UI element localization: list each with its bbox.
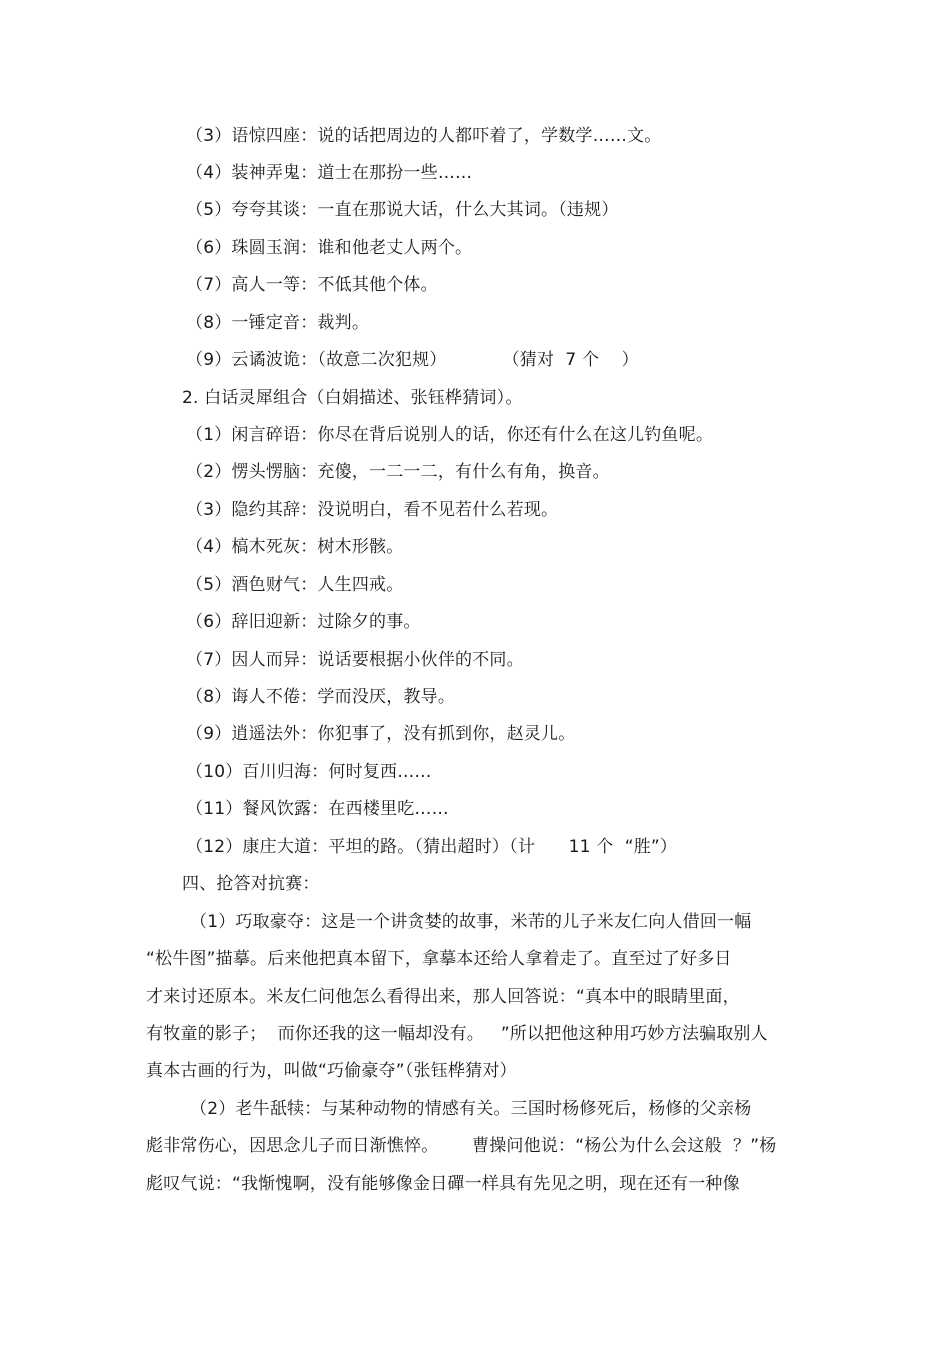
text-line: 真本古画的行为，叫做“巧偷豪夺”（张钰桦猜对）: [146, 1061, 517, 1081]
text-line: （2）老牛舐犊：与某种动物的情感有关。三国时杨修死后，杨修的父亲杨: [190, 1099, 752, 1119]
text-line: （3）隐约其辞：没说明白，看不见若什么若现。: [186, 500, 559, 520]
text-line: （7）高人一等：不低其他个体。: [186, 275, 438, 295]
text-line: （5）夸夸其谈：一直在那说大话，什么大其词。（违规）: [186, 200, 619, 220]
text-line: （6）珠圆玉润：谁和他老丈人两个。: [186, 238, 473, 258]
text-line: （3）语惊四座：说的话把周边的人都吓着了，学数学……文。: [186, 126, 662, 146]
text-line: （9）逍遥法外：你犯事了，没有抓到你，赵灵儿。: [186, 724, 576, 744]
text-line: 才来讨还原本。米友仁问他怎么看得出来，那人回答说：“真本中的眼睛里面，: [146, 987, 740, 1007]
text-line: （10）百川归海：何时复西……: [186, 762, 432, 782]
text-line: （7）因人而异：说话要根据小伙伴的不同。: [186, 650, 524, 670]
text-line: 彪叹气说：“我惭愧啊，没有能够像金日磾一样具有先见之明，现在还有一种像: [146, 1174, 740, 1194]
text-line: （11）餐风饮露：在西楼里吃……: [186, 799, 449, 819]
text-line: （8）一锤定音：裁判。: [186, 313, 370, 333]
text-line: （5）酒色财气：人生四戒。: [186, 575, 404, 595]
section-heading: 四、抢答对抗赛：: [182, 874, 320, 894]
text-line: （9）云谲波诡：（故意二次犯规） （猜对 7 个 ）: [186, 350, 639, 370]
text-line: 彪非常伤心，因思念儿子而日渐憔悴。 曹操问他说：“杨公为什么会这般 ？”杨: [146, 1136, 777, 1156]
text-line: （8）诲人不倦：学而没厌，教导。: [186, 687, 456, 707]
text-line: 有牧童的影子； 而你还我的这一幅却没有。 ”所以把他这种用巧妙方法骗取别人: [146, 1024, 768, 1044]
text-line: （6）辞旧迎新：过除夕的事。: [186, 612, 421, 632]
text-line: （1）巧取豪夺：这是一个讲贪婪的故事，米芾的儿子米友仁向人借回一幅: [190, 912, 752, 932]
text-line: （2）愣头愣脑：充傻，一二一二，有什么有角，换音。: [186, 462, 610, 482]
text-line: “松牛图”描摹。后来他把真本留下，拿摹本还给人拿着走了。直至过了好多日: [146, 949, 732, 969]
text-line: （1）闲言碎语：你尽在背后说别人的话，你还有什么在这儿钓鱼呢。: [186, 425, 714, 445]
text-line: （4）槁木死灰：树木形骸。: [186, 537, 404, 557]
text-line: （12）康庄大道：平坦的路。（猜出超时）（计 11 个 “胜”）: [186, 837, 678, 857]
text-line: （4）装神弄鬼：道士在那扮一些……: [186, 163, 473, 183]
section-heading: 2. 白话灵犀组合（白娟描述、张钰桦猜词）。: [182, 388, 523, 408]
